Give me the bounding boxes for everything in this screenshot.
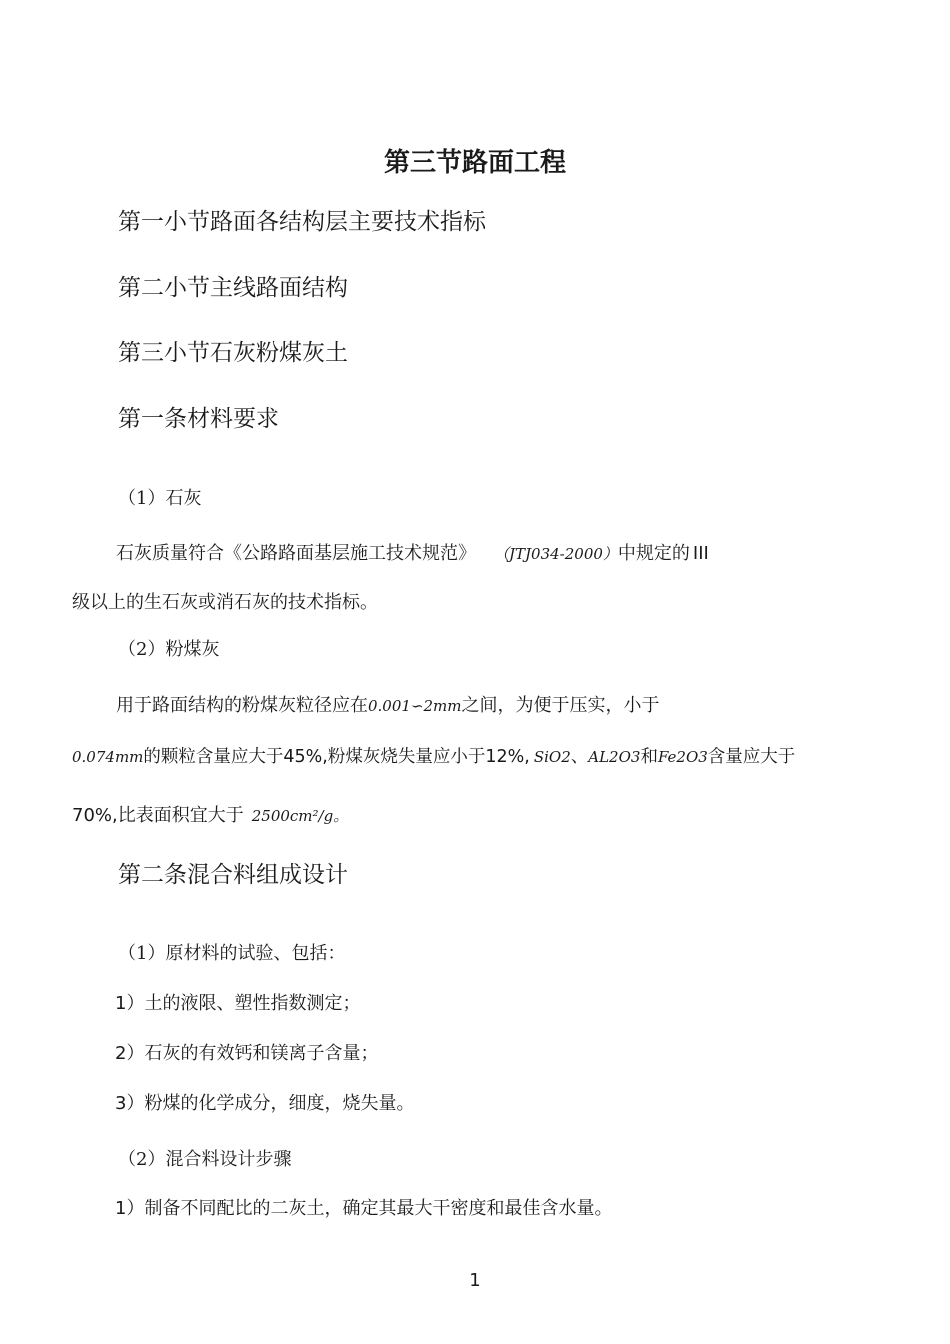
design-item-1-3 — [115, 1095, 414, 1113]
design-item-1-1-text: ）土的液限、塑性指数测定； — [126, 993, 361, 1014]
design-item-1-2-number: 2 — [115, 1043, 127, 1064]
lime-text-b: 中规定的 — [617, 543, 690, 564]
flyash-text-b: 之间，为便于压实，小于 — [461, 695, 660, 716]
design-item-1-3-number: 3 — [115, 1093, 127, 1114]
lime-paragraph-line-1 — [116, 545, 709, 563]
subsection-heading-1: 第一小节路面各结构层主要技术指标 — [118, 209, 486, 235]
flyash-text-e: 含量应大于 — [707, 747, 796, 767]
design-item-1-1-number: 1 — [115, 993, 127, 1014]
design-item-2-1-text: ）制备不同配比的二灰土，确定其最大干密度和最佳含水量。 — [126, 1198, 613, 1219]
design-item-1-3-text: ）粉煤的化学成分，细度，烧失量。 — [126, 1093, 415, 1114]
design-item-1-1 — [115, 995, 360, 1013]
design-item-2-heading: （2）混合料设计步骤 — [118, 1149, 292, 1170]
flyash-pct-70: 70%, — [72, 805, 118, 826]
lime-text-a: 石灰质量符合《公路路面基层施工技术规范》 — [116, 543, 476, 564]
flyash-surface-area: 2500cm²/g。 — [251, 807, 349, 825]
flyash-text-f: 比表面积宜大于 — [117, 805, 244, 826]
flyash-pct-12: 12%, — [485, 747, 530, 767]
lime-spec-code: （JTJ034-2000） — [494, 545, 618, 563]
section-title: 第三节路面工程 — [383, 148, 566, 178]
flyash-pct-45: 45%, — [283, 747, 328, 767]
design-item-2-1 — [115, 1200, 612, 1218]
lime-paragraph-line-2: 级以上的生石灰或消石灰的技术指标。 — [72, 592, 378, 613]
lime-heading: （1）石灰 — [118, 488, 202, 509]
page-number: 1 — [469, 1270, 481, 1291]
flyash-paragraph-line-2 — [72, 749, 795, 767]
flyash-paragraph-line-1 — [116, 697, 660, 715]
flyash-and: 和 — [640, 747, 658, 767]
article-heading-1: 第一条材料要求 — [118, 406, 279, 432]
flyash-heading: （2）粉煤灰 — [118, 639, 220, 660]
flyash-text-a: 用于路面结构的粉煤灰粒径应在 — [116, 695, 368, 716]
subsection-heading-2: 第二小节主线路面结构 — [118, 275, 348, 301]
flyash-fe2o3: Fe2O3 — [657, 748, 708, 766]
flyash-sio2: SiO2 — [533, 748, 571, 766]
flyash-al2o3: AL2O3 — [588, 748, 641, 766]
flyash-range: 0.001∽2mm — [368, 697, 462, 715]
flyash-size: 0.074mm — [72, 748, 144, 766]
subsection-heading-3: 第三小节石灰粉煤灰土 — [118, 340, 348, 366]
flyash-text-d: 粉煤灰烧失量应小于 — [327, 747, 486, 767]
lime-grade: III — [692, 543, 709, 564]
flyash-separator: 、 — [570, 747, 589, 767]
design-item-2-1-number: 1 — [115, 1198, 127, 1219]
design-item-1-2-text: ）石灰的有效钙和镁离子含量； — [126, 1043, 379, 1064]
article-heading-2: 第二条混合料组成设计 — [118, 862, 348, 888]
design-item-1-2 — [115, 1045, 378, 1063]
design-item-1-heading: （1）原材料的试验、包括： — [118, 943, 346, 964]
flyash-text-c: 的颗粒含量应大于 — [143, 747, 284, 767]
flyash-paragraph-line-3 — [72, 807, 348, 825]
